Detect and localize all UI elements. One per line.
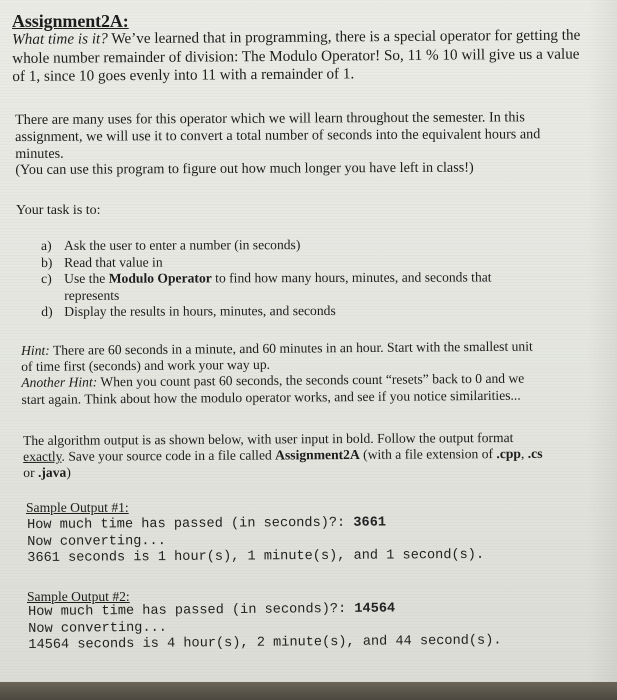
algorithm-line-3-pre: or — [23, 465, 39, 481]
bottom-edge — [0, 682, 617, 700]
task-label-a: a) — [41, 237, 52, 253]
sample-1-result: 3661 seconds is 1 hour(s), 1 minute(s), and 1 second(s). — [27, 547, 485, 566]
task-label-b: b) — [41, 254, 53, 270]
sample-2-input: 14564 — [354, 601, 396, 617]
extension-cs: .cs — [527, 446, 543, 462]
uses-paragraph — [15, 109, 541, 179]
hints-paragraph — [21, 339, 533, 408]
task-text-c-post: to find how many hours, minutes, and seconds that — [211, 269, 492, 286]
another-hint-label: Another Hint: — [21, 374, 98, 391]
intro-paragraph — [12, 27, 581, 87]
another-hint-line-2: start again. Think about how the modulo operator works, and see if you notice similarities... — [21, 387, 521, 407]
task-text-c-bold: Modulo Operator — [108, 270, 212, 286]
sample-output-2-title: Sample Output #2: — [27, 589, 130, 604]
task-text-b: Read that value in — [64, 254, 163, 270]
algorithm-line-2-end: (with a file extension of — [359, 446, 497, 463]
extension-cpp: .cpp — [496, 446, 522, 462]
algorithm-line-2-mid: . Save your source code in a file called — [61, 447, 276, 464]
intro-line-3: of 1, since 10 goes evenly into 11 with a remainder of 1. — [12, 65, 355, 85]
task-text-c-cont: represents — [64, 287, 120, 303]
assignment-title: Assignment2A: — [12, 11, 129, 31]
task-label-d: d) — [41, 303, 53, 319]
task-heading: Your task is to: — [16, 203, 101, 218]
sample-2-result: 14564 seconds is 4 hour(s), 2 minute(s), and 44 second(s). — [28, 633, 502, 653]
task-text-c-pre: Use the — [64, 270, 109, 286]
sample-1-input: 3661 — [353, 515, 387, 531]
task-item-b — [41, 253, 491, 271]
uses-line-2: assignment, we will use it to convert a total number of seconds into the equivalent hours and — [15, 126, 541, 145]
intro-line-1-text: We’ve learned that in programming, there is a special operator for getting the — [107, 26, 581, 48]
uses-line-1: There are many uses for this operator which we will learn throughout the semester. In this — [15, 109, 525, 128]
uses-line-3: minutes. — [15, 145, 64, 162]
sample-output-1-title: Sample Output #1: — [26, 500, 129, 515]
uses-line-4: (You can use this program to figure out how much longer you have left in class!) — [15, 159, 474, 179]
another-hint-line-1-text: When you count past 60 seconds, the seconds count “resets” back to 0 and we — [97, 371, 525, 390]
hint-line-2: of time first (seconds) and work your way up. — [21, 357, 271, 375]
sample-output-2 — [28, 600, 502, 654]
task-text-d: Display the results in hours, minutes, and seconds — [64, 302, 336, 319]
page-shadow — [587, 0, 617, 700]
intro-line-2: whole number remainder of division: The Modulo Operator! So, 11 % 10 will give us a value — [12, 45, 580, 67]
exactly-word: exactly — [23, 448, 62, 465]
sample-2-prompt: How much time has passed (in seconds)?: — [28, 601, 355, 620]
algorithm-line-3-post: ) — [66, 465, 71, 481]
sample-2-converting: Now converting... — [28, 620, 167, 637]
hint-label: Hint: — [21, 342, 50, 358]
task-item-c-continued — [41, 286, 491, 304]
filename: Assignment2A — [275, 447, 360, 463]
sample-1-prompt: How much time has passed (in seconds)?: — [27, 515, 354, 533]
sample-output-1 — [27, 515, 484, 568]
task-item-d — [41, 302, 491, 320]
extension-separator: , — [520, 446, 528, 462]
extension-java: .java — [37, 465, 67, 481]
task-item-c — [41, 269, 491, 287]
task-label-c: c) — [41, 270, 52, 286]
intro-lead: What time is it? — [12, 30, 108, 48]
hint-line-1-text: There are 60 seconds in a minute, and 60 minutes in an hour. Start with the smallest unit — [49, 338, 533, 358]
algorithm-line-3 — [23, 462, 542, 481]
task-list — [41, 236, 492, 320]
task-text-a: Ask the user to enter a number (in seconds) — [63, 237, 301, 253]
algorithm-line-1: The algorithm output is as shown below, with user input in bold. Follow the output format — [23, 430, 514, 448]
task-item-a — [41, 236, 491, 254]
algorithm-paragraph — [23, 430, 543, 482]
sample-1-converting: Now converting... — [27, 533, 166, 550]
